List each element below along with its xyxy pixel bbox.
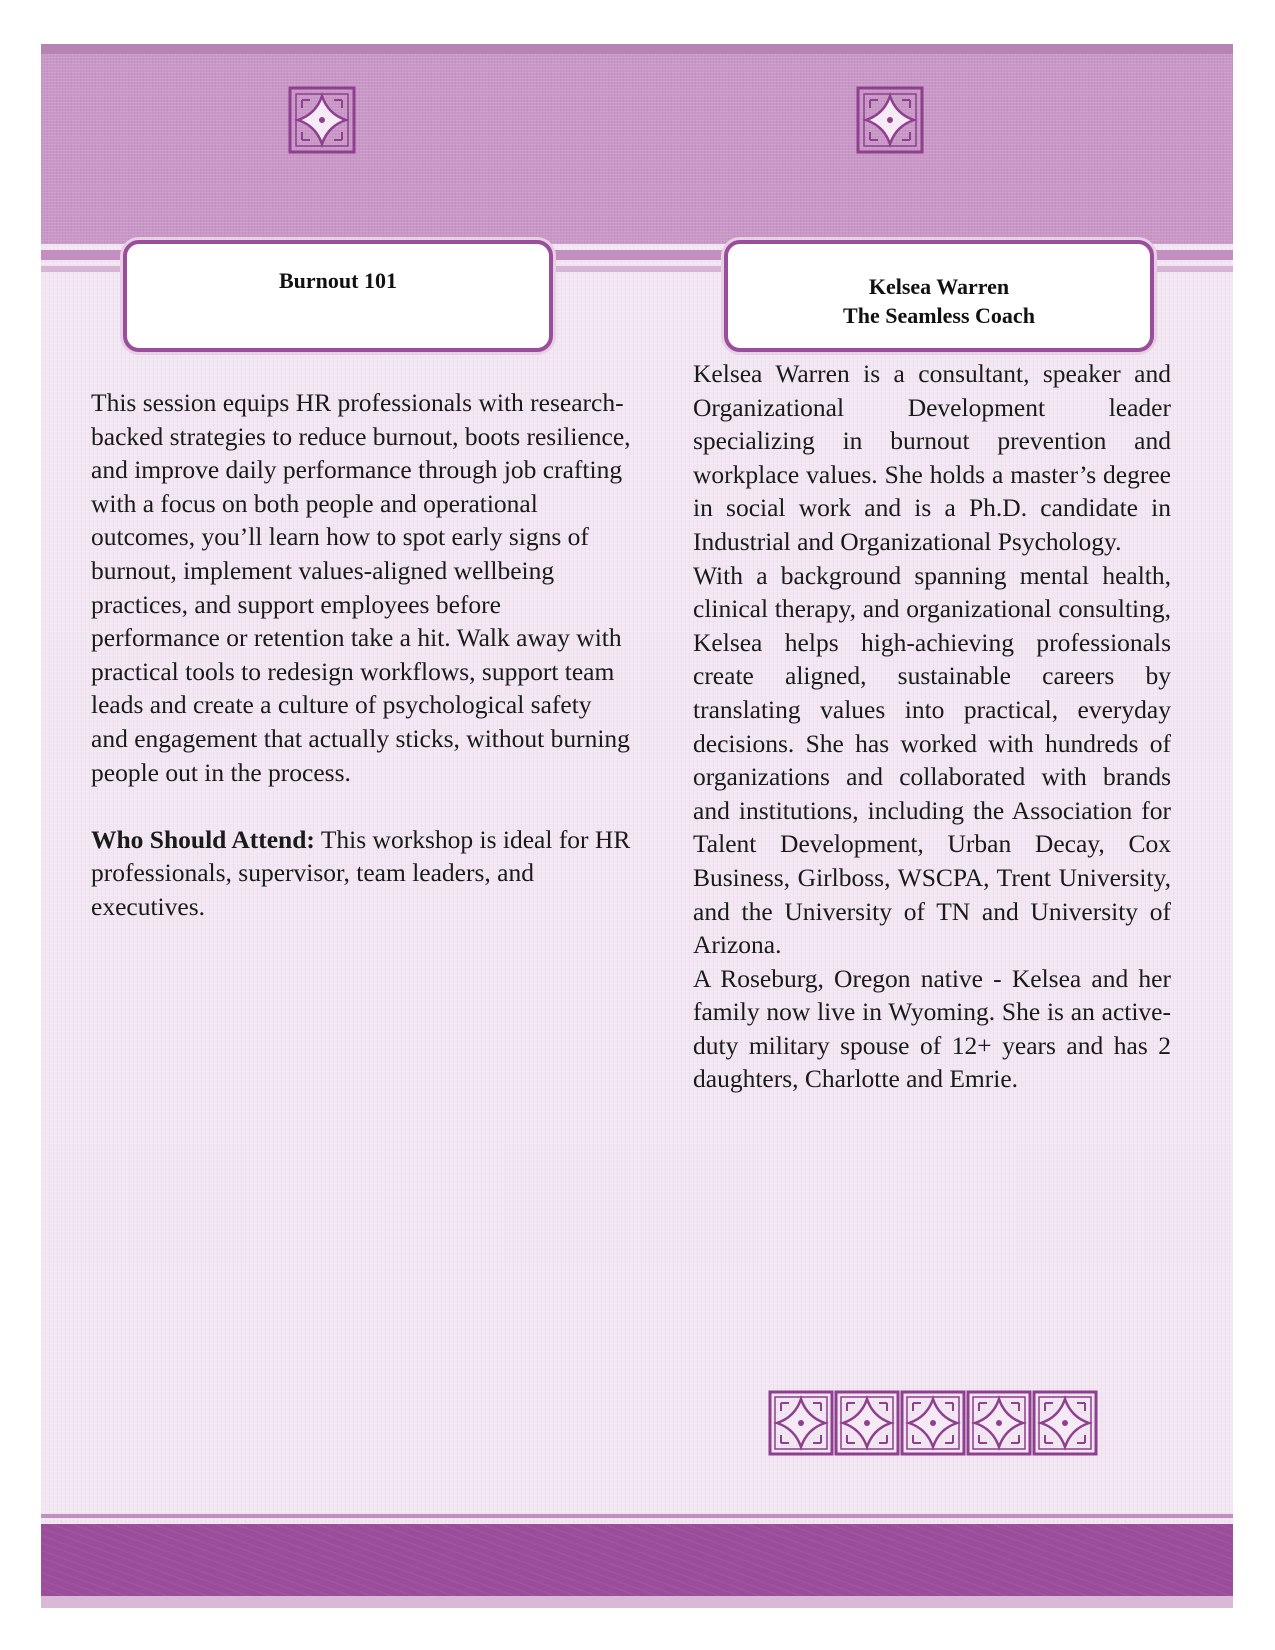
quatrefoil-tile-icon xyxy=(966,1390,1032,1456)
bio-paragraph: With a background spanning mental health, clinical therapy, and organizational consulting, Kelsea helps high-achieving professionals create aligned, sustainable careers by translating values into practical, everyday decisions. She has worked with hundreds of organizations and collaborated with brands and institutions, including the Association for Talent Development, Urban Decay, Cox Business, Girlboss, WSCPA, Trent University, and the University of TN and University of Arizona. xyxy=(693,560,1171,960)
footer-edge xyxy=(41,1596,1233,1608)
footer-band xyxy=(41,1524,1233,1596)
top-band xyxy=(41,44,1233,244)
quatrefoil-ornament-icon xyxy=(856,86,924,154)
footer-stripe-thin xyxy=(41,1514,1233,1518)
speaker-name: Kelsea Warren xyxy=(868,274,1010,299)
ornament-tile-row xyxy=(768,1390,1098,1456)
audience-text: This workshop is ideal for HR professionals, supervisor, team leaders, and executives. xyxy=(91,824,631,921)
session-description-column xyxy=(91,386,631,924)
bio-paragraph: A Roseburg, Oregon native - Kelsea and her family now live in Wyoming. She is an active-duty military spouse of 12+ years and has 2 daughters, Charlotte and Emrie. xyxy=(693,963,1171,1094)
speaker-title-box xyxy=(724,240,1154,352)
flyer-frame xyxy=(41,44,1233,1608)
audience-paragraph xyxy=(91,823,631,924)
quatrefoil-tile-icon xyxy=(900,1390,966,1456)
audience-label: Who Should Attend: xyxy=(91,824,315,854)
speaker-tagline: The Seamless Coach xyxy=(843,303,1035,328)
quatrefoil-tile-icon xyxy=(768,1390,834,1456)
bio-paragraph: Kelsea Warren is a consultant, speaker and Organizational Development leader specializing in burnout prevention and workplace values. She holds a master’s degree in social work and is a Ph.D. candidate in Industrial and Organizational Psychology. xyxy=(693,359,1171,556)
session-description: This session equips HR professionals with research-backed strategies to reduce burnout, boots resilience, and improve daily performance through job crafting with a focus on both people and operational outcomes, you’ll learn how to spot early signs of burnout, implement values-aligned wellbeing practices, and support employees before performance or retention take a hit. Walk away with practical tools to redesign workflows, support team leads and create a culture of psychological safety and engagement that actually sticks, without burning people out in the process. xyxy=(91,388,631,787)
session-title: Burnout 101 xyxy=(279,268,397,293)
top-edge xyxy=(41,44,1233,54)
speaker-bio-column xyxy=(693,357,1171,1096)
quatrefoil-ornament-icon xyxy=(288,86,356,154)
session-title-box xyxy=(123,240,553,352)
quatrefoil-tile-icon xyxy=(834,1390,900,1456)
quatrefoil-tile-icon xyxy=(1032,1390,1098,1456)
